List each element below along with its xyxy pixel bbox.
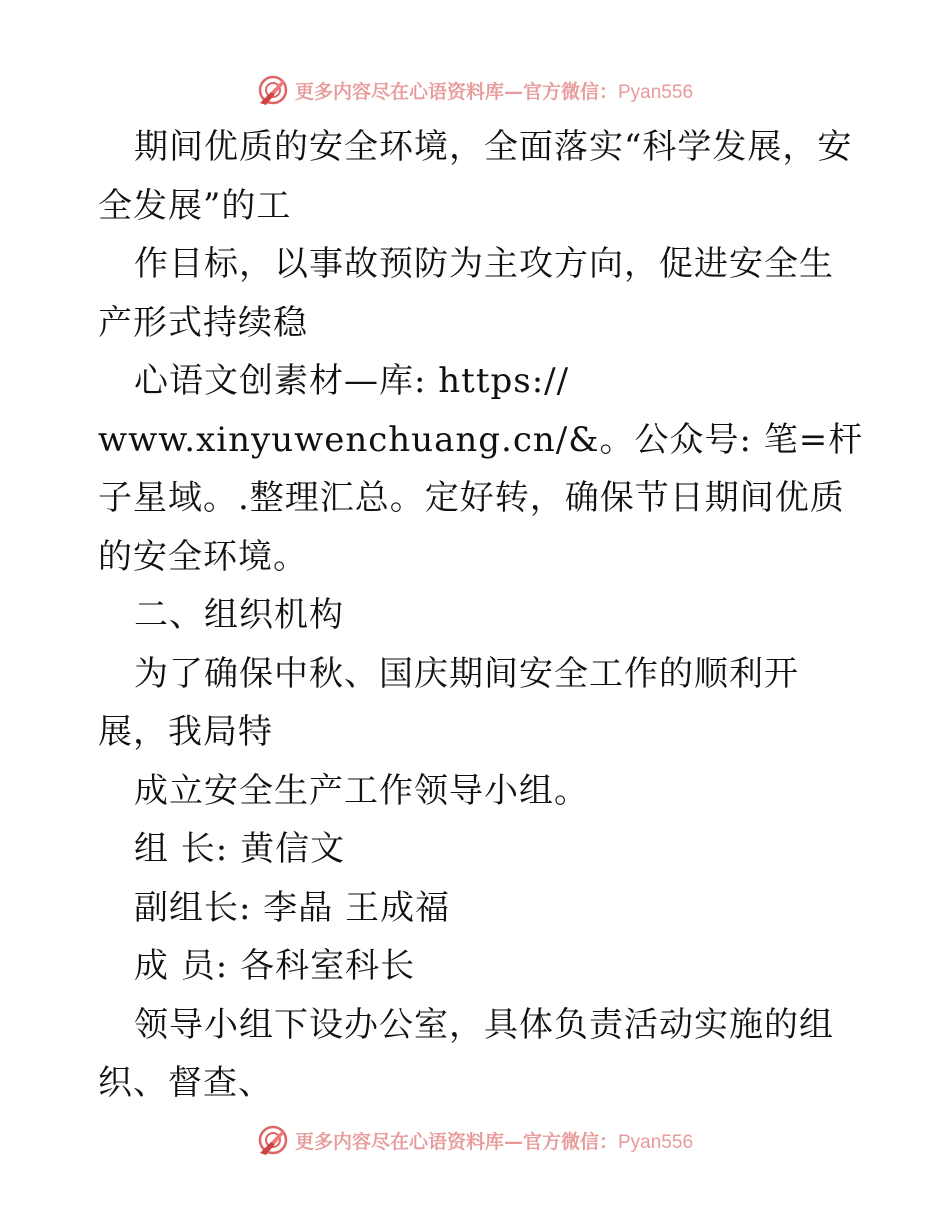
paragraph: 作目标，以事故预防为主攻方向，促进安全生产形式持续稳	[98, 244, 834, 343]
paragraph: 期间优质的安全环境，全面落实“科学发展，安全发展”的工	[98, 127, 853, 226]
pen-logo-icon	[257, 1124, 289, 1156]
paragraph: 成立安全生产工作领导小组。	[134, 770, 589, 811]
pen-logo-icon	[257, 74, 289, 106]
watermark-wechat-id: Pyan556	[618, 81, 694, 103]
deputy-leader-line: 副组长: 李晶 王成福	[134, 887, 451, 928]
team-leader-line: 组 长: 黄信文	[134, 829, 346, 869]
watermark-text	[295, 77, 693, 104]
watermark-cn-text: 更多内容尽在心语资料库—官方微信：	[294, 1130, 618, 1153]
paragraph: www.xinyuwenchuang.cn/&。公众号: 笔=杆子星域。.整理汇总。定好转，确保节日期间优质的安全环境。	[98, 419, 864, 577]
header-watermark	[0, 70, 950, 110]
footer-watermark	[0, 1120, 950, 1160]
watermark-wechat-id: Pyan556	[618, 1131, 694, 1153]
paragraph: 领导小组下设办公室，具体负责活动实施的组织、督查、	[98, 1004, 834, 1103]
document-body	[98, 118, 868, 1113]
watermark-text	[295, 1127, 693, 1154]
section-heading: 二、组织机构	[134, 595, 344, 635]
paragraph: 为了确保中秋、国庆期间安全工作的顺利开展，我局特	[98, 653, 799, 752]
watermark-cn-text: 更多内容尽在心语资料库—官方微信：	[294, 80, 618, 103]
paragraph: 心语文创素材—库: https://	[134, 361, 570, 401]
members-line: 成 员: 各科室科长	[134, 946, 416, 986]
